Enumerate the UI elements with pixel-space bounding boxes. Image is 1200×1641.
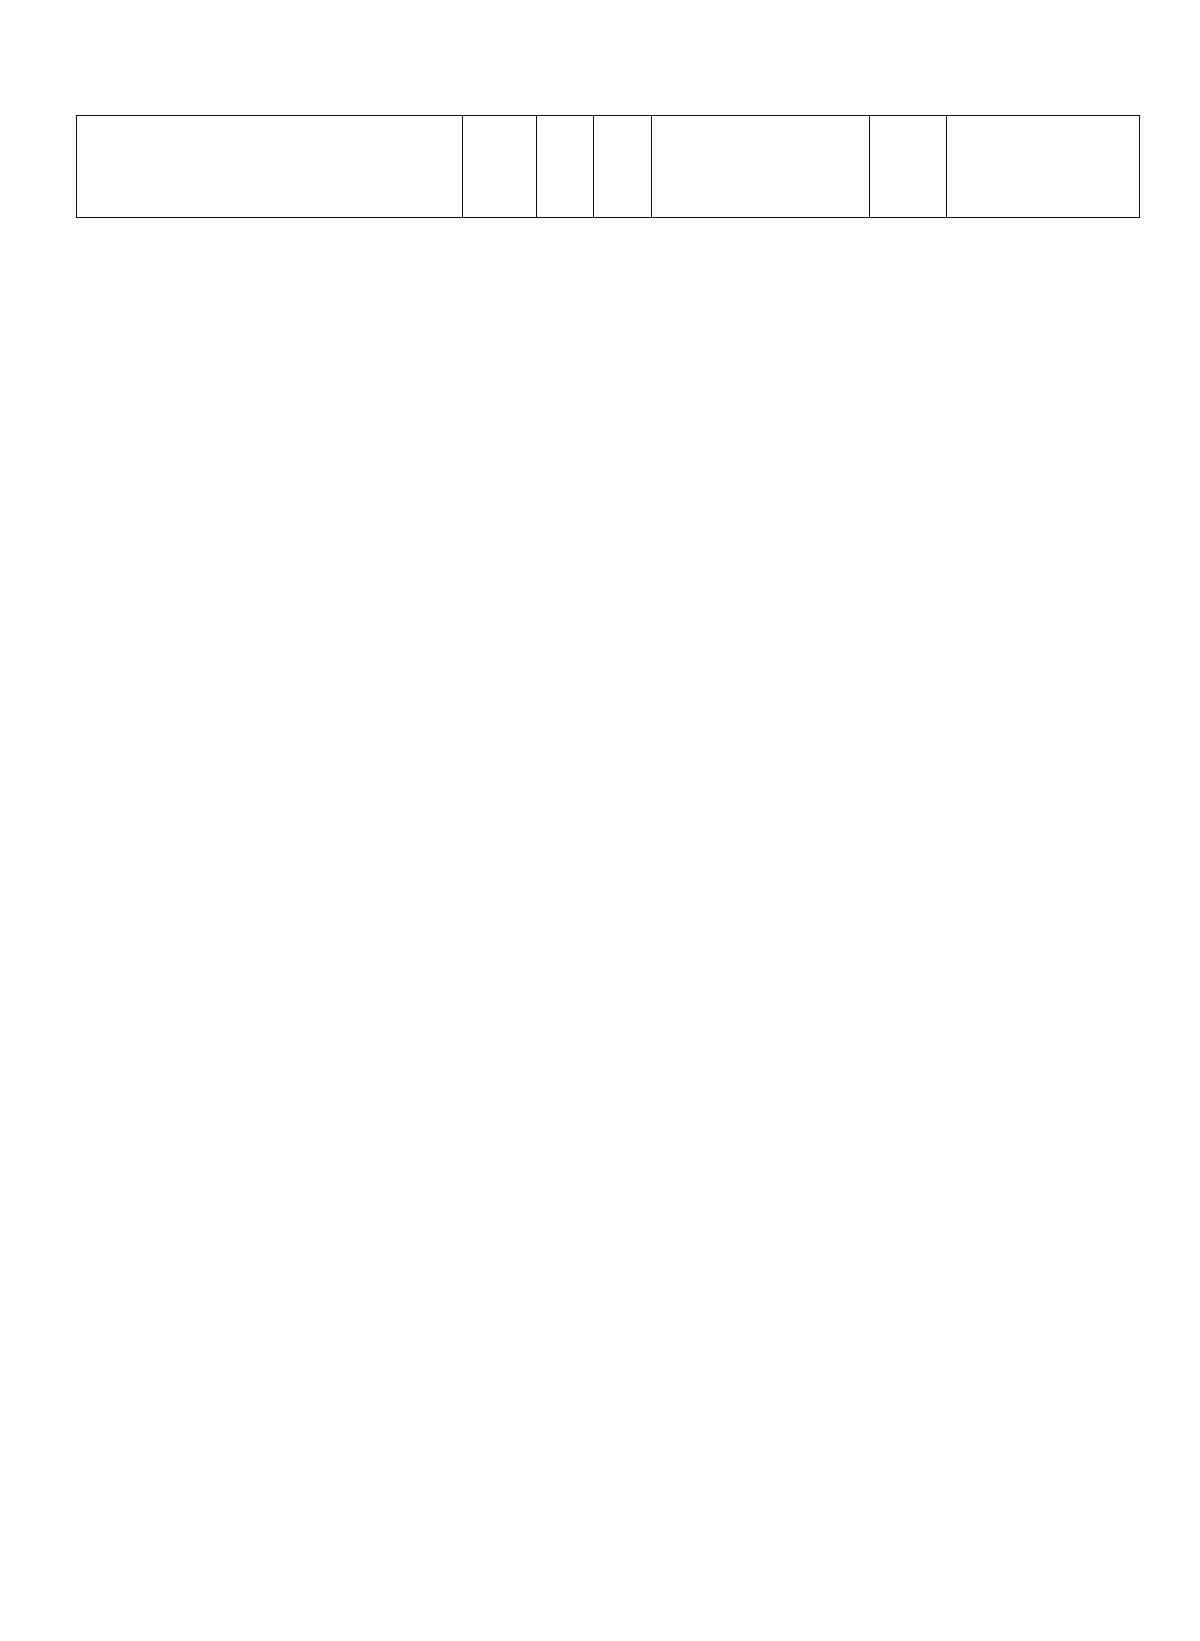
header-vr — [870, 116, 947, 217]
header-pr — [594, 116, 652, 217]
header-rz — [537, 116, 594, 217]
header-name — [77, 116, 463, 217]
header-kvsr — [463, 116, 537, 217]
table-header — [76, 115, 1140, 218]
header-csr — [652, 116, 870, 217]
header-sum — [947, 116, 1141, 217]
